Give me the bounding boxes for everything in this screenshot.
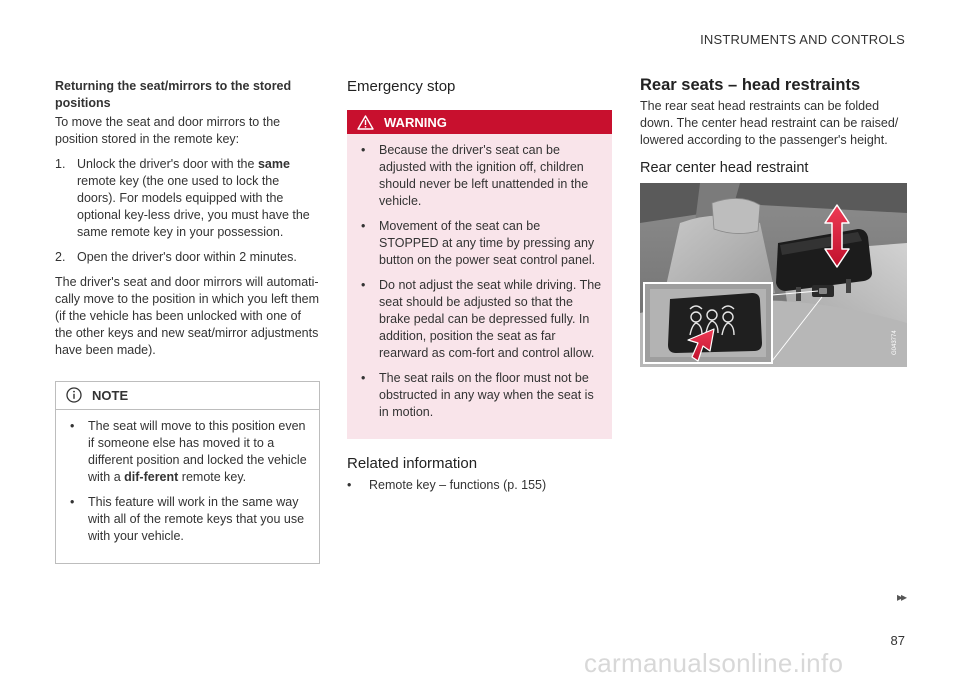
heading-rear-center-head-restraint: Rear center head restraint (640, 160, 809, 176)
note-item: • This feature will work in the same way with all of the remote keys that you use with your vehicle. (70, 495, 305, 543)
step-text-post: remote key (the one used to lock the doors). For models equipped with the optional key-less drive, you must have the same remote key in your possession. (77, 174, 310, 239)
watermark: carmanualsonline.info (584, 648, 844, 678)
note-text-pre: The seat will move to this position even if someone else has moved it to a different position and locked the vehicle with a (88, 419, 307, 484)
warning-item: • Do not adjust the seat while driving. The seat should be adjusted so that the brake pedal can be depressed fully. In addition, position the seat as far rearward as com-fort and control allow. (361, 278, 602, 360)
heading-emergency-stop: Emergency stop (347, 78, 456, 95)
warning-box (347, 110, 612, 439)
related-link-text[interactable]: Remote key – functions (p. 155) (369, 478, 547, 492)
next-page-arrow-icon[interactable]: ▸▸ (896, 590, 905, 604)
step-text-bold: same (257, 157, 290, 171)
warning-header (347, 110, 612, 134)
note-text-bold: dif-ferent (124, 470, 179, 484)
note-list (56, 418, 319, 545)
warning-triangle-icon (357, 115, 374, 130)
step-text: Open the driver's door within 2 minutes. (77, 250, 297, 264)
page-header: INSTRUMENTS AND CONTROLS (700, 32, 905, 47)
note-text-post: remote key. (178, 470, 247, 484)
page-number: 87 (890, 633, 905, 648)
warning-item: • Movement of the seat can be STOPPED at any time by pressing any button on the power seat control panel. (361, 219, 596, 267)
intro-text: To move the seat and door mirrors to the position stored in the remote key: (55, 115, 281, 146)
steps-list (55, 156, 320, 266)
step-text-pre: Unlock the driver's door with the (77, 157, 258, 171)
note-title: NOTE (92, 387, 129, 403)
related-list (347, 477, 612, 494)
note-header (56, 382, 319, 410)
info-circle-icon (66, 387, 82, 403)
subheading-stored-positions: Returning the seat/mirrors to the stored positions (55, 79, 292, 110)
note-box (55, 381, 320, 564)
rear-seats-intro: The rear seat head restraints can be folded down. The center head restraint can be raised/ lowered according to the passenger's height. (640, 99, 899, 147)
head-restraint-illustration (640, 183, 907, 367)
warning-item: • The seat rails on the floor must not be obstructed in any way when the seat is in motion. (361, 371, 594, 419)
warning-text: Movement of the seat can be STOPPED at any time by pressing any button on the power seat control panel. (379, 219, 596, 267)
column-stored-positions (55, 78, 320, 564)
step-item (55, 156, 320, 241)
heading-related-information: Related information (347, 455, 478, 472)
column-rear-seats (640, 78, 907, 367)
image-code: G043774 (892, 330, 898, 355)
warning-item: • Because the driver's seat can be adjusted with the ignition off, children should never be left unattended in the vehicle. (361, 143, 589, 208)
column-emergency-stop (347, 78, 612, 494)
step-number: 2. (55, 250, 66, 264)
warning-title: WARNING (384, 114, 447, 130)
warning-list (347, 142, 612, 421)
note-item: • The seat will move to this position even if someone else has moved it to a different position and locked the vehicle with a dif-ferent remote key. (70, 419, 307, 484)
head-restraint-figure (640, 183, 907, 367)
warning-text: Because the driver's seat can be adjusted with the ignition off, children should never be left unattended in the vehicle. (379, 143, 589, 208)
step-number: 1. (55, 157, 66, 171)
related-link[interactable]: • Remote key – functions (p. 155) (347, 478, 547, 492)
body-paragraph: The driver's seat and door mirrors will automati-cally move to the position in which you left them (if the vehicle has been unlocked with one of the other keys and new seat/mirror adjustments have been made). (55, 275, 320, 357)
warning-text: The seat rails on the floor must not be obstructed in any way when the seat is in motion. (379, 371, 594, 419)
warning-text: Do not adjust the seat while driving. The seat should be adjusted so that the brake pedal can be depressed fully. In addition, position the seat as far rearward as com-fort and control allow. (379, 278, 602, 360)
heading-rear-seats: Rear seats – head restraints (640, 76, 861, 94)
note-text: This feature will work in the same way with all of the remote keys that you use with your vehicle. (88, 495, 305, 543)
step-item (55, 249, 320, 266)
